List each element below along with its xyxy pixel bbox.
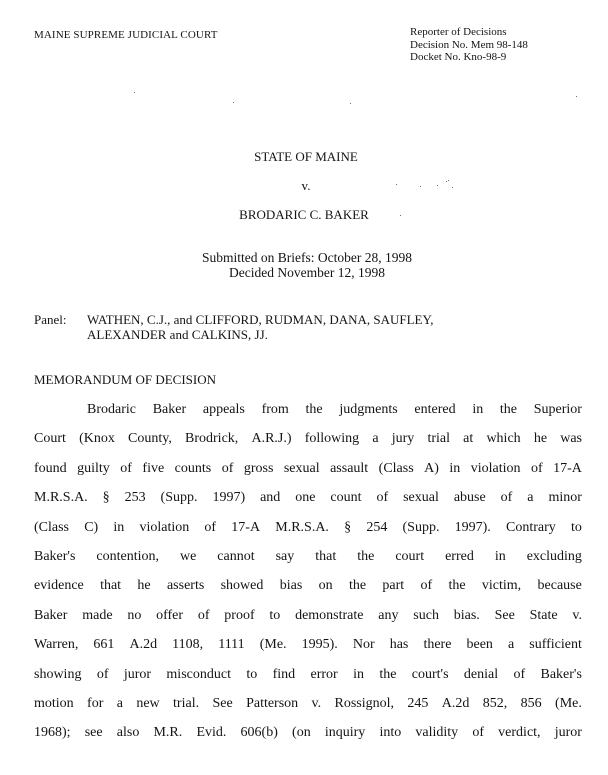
body-word: the: [348, 578, 367, 594]
body-word: the: [448, 578, 466, 594]
body-word: M.R.S.A.: [34, 490, 88, 506]
body-word: (Supp.: [402, 519, 440, 535]
body-line: [34, 395, 582, 424]
body-word: §: [344, 519, 352, 535]
body-word: guilty: [77, 460, 110, 476]
body-word: in: [353, 666, 364, 682]
case-reference-block: [410, 26, 528, 64]
body-word: erred: [445, 549, 474, 565]
body-word: was: [560, 431, 582, 447]
body-word: See: [212, 696, 233, 712]
body-line: [34, 630, 582, 659]
body-word: excluding: [526, 549, 582, 565]
body-word: one: [295, 490, 316, 506]
body-word: 1997).: [454, 519, 491, 535]
body-word: A.R.J.): [251, 431, 292, 447]
panel-line-2: ALEXANDER and CALKINS, JJ.: [87, 327, 268, 342]
body-word: Nor: [352, 637, 375, 653]
body-word: the: [379, 666, 397, 682]
body-word: that: [100, 578, 122, 594]
body-word: a: [507, 637, 515, 653]
scan-speck: [576, 96, 577, 97]
body-word: the: [305, 402, 323, 417]
body-word: of: [221, 460, 234, 476]
body-word: 253: [124, 490, 146, 506]
body-word: sexual: [283, 460, 320, 476]
body-line: [34, 571, 582, 600]
body-word: assault: [330, 460, 369, 476]
scan-speck: [396, 184, 397, 185]
body-word: five: [142, 460, 165, 476]
case-versus: v.: [301, 178, 311, 193]
body-word: counts: [174, 460, 212, 476]
body-word: evidence: [34, 578, 84, 594]
body-word: judgments: [339, 402, 398, 417]
body-line: [34, 660, 582, 689]
body-word: he: [533, 431, 548, 447]
scan-speck: [452, 187, 453, 188]
body-word: Rossignol,: [334, 696, 395, 712]
body-word: See: [494, 607, 515, 623]
body-word: showing: [34, 666, 82, 682]
body-word: part: [382, 578, 405, 594]
decision-number: Decision No. Mem 98-148: [410, 38, 528, 51]
body-word: violation: [470, 460, 521, 476]
body-word: A.2d: [441, 696, 470, 712]
body-word: 661: [93, 637, 115, 653]
body-word: showed: [220, 578, 264, 594]
scan-speck: [437, 185, 438, 186]
scan-speck: [446, 181, 447, 182]
body-line: [34, 718, 582, 747]
body-word: for: [87, 696, 104, 712]
body-word: v.: [572, 607, 582, 623]
body-word: M.R.: [153, 725, 183, 741]
body-word: also: [116, 725, 140, 741]
body-word: Brodaric: [87, 402, 136, 417]
body-word: of: [376, 490, 389, 506]
body-word: 1111: [218, 637, 245, 653]
body-word: Baker: [34, 607, 68, 623]
body-word: a: [372, 431, 379, 447]
body-word: offer: [156, 607, 184, 623]
body-word: of: [420, 578, 433, 594]
docket-number: Docket No. Kno-98-9: [410, 51, 507, 63]
memorandum-heading: MEMORANDUM OF DECISION: [34, 372, 217, 387]
body-word: asserts: [166, 578, 205, 594]
body-line: [34, 424, 582, 453]
body-word: inquiry: [324, 725, 366, 741]
body-word: of: [472, 725, 485, 741]
body-word: 245: [407, 696, 429, 712]
body-word: County,: [128, 431, 172, 447]
scan-speck: [448, 180, 449, 181]
body-word: that: [315, 549, 337, 565]
panel-label: Panel:: [34, 312, 67, 327]
body-word: such: [413, 607, 439, 623]
body-word: State: [529, 607, 558, 623]
body-word: of: [197, 607, 210, 623]
body-word: 852,: [482, 696, 508, 712]
body-word: Contrary: [506, 519, 556, 535]
body-line: [34, 513, 582, 542]
body-word: of: [513, 666, 526, 682]
scan-speck: [420, 186, 421, 187]
body-word: 17-A: [553, 460, 582, 476]
body-word: the: [357, 549, 375, 565]
body-word: trial.: [173, 696, 200, 712]
body-word: the: [499, 402, 518, 417]
body-word: new: [136, 696, 160, 712]
body-word: court: [395, 549, 425, 565]
body-word: sexual: [403, 490, 439, 506]
body-word: on: [318, 578, 333, 594]
body-word: we: [179, 549, 197, 565]
body-word: in: [113, 519, 125, 535]
body-word: Superior: [533, 402, 582, 417]
body-word: of: [500, 490, 513, 506]
body-word: in: [449, 460, 461, 476]
body-word: victim,: [481, 578, 522, 594]
body-word: which: [486, 431, 521, 447]
body-word: violation: [139, 519, 190, 535]
body-word: there: [423, 637, 452, 653]
body-word: a: [527, 490, 534, 506]
body-word: proof: [224, 607, 255, 623]
body-word: 17-A: [231, 519, 261, 535]
body-word: §: [102, 490, 110, 506]
body-word: into: [379, 725, 402, 741]
body-word: no: [127, 607, 142, 623]
body-word: A): [424, 460, 439, 476]
body-word: appeals: [202, 402, 245, 417]
body-word: of: [96, 666, 109, 682]
body-word: Evid.: [196, 725, 227, 741]
body-word: (on: [292, 725, 311, 741]
body-line: [34, 483, 582, 512]
body-word: following: [304, 431, 360, 447]
body-word: Baker's: [34, 549, 76, 565]
body-word: a: [116, 696, 123, 712]
body-word: error: [310, 666, 338, 682]
body-word: court's: [411, 666, 449, 682]
body-word: contention,: [96, 549, 159, 565]
body-word: from: [261, 402, 289, 417]
body-word: 254: [366, 519, 388, 535]
body-word: any: [378, 607, 399, 623]
panel-line-1: WATHEN, C.J., and CLIFFORD, RUDMAN, DANA, SAUFLEY,: [87, 312, 434, 327]
case-dates: [3, 250, 608, 280]
scan-speck: [134, 92, 135, 93]
case-plaintiff: STATE OF MAINE: [254, 149, 358, 164]
body-word: juror: [123, 666, 152, 682]
body-word: Warren,: [34, 637, 79, 653]
body-word: made: [82, 607, 113, 623]
body-word: bias.: [453, 607, 480, 623]
body-word: 856: [520, 696, 542, 712]
body-word: Baker: [152, 402, 187, 417]
body-word: 606(b): [240, 725, 278, 741]
submitted-date: Submitted on Briefs: October 28, 1998: [202, 250, 412, 265]
body-word: to: [246, 666, 258, 682]
body-word: C): [84, 519, 99, 535]
body-word: has: [389, 637, 409, 653]
body-word: A.2d: [129, 637, 158, 653]
body-word: in: [494, 549, 506, 565]
body-word: Baker's: [540, 666, 582, 682]
case-defendant: BRODARIC C. BAKER: [239, 207, 369, 222]
body-word: to: [269, 607, 281, 623]
scan-speck: [350, 103, 351, 104]
decided-date: Decided November 12, 1998: [229, 265, 385, 280]
body-word: (Class: [378, 460, 414, 476]
body-word: (Class: [34, 519, 69, 535]
body-line: [34, 601, 582, 630]
body-word: Patterson: [246, 696, 299, 712]
body-word: count: [330, 490, 362, 506]
body-word: entered: [414, 402, 456, 417]
body-word: validity: [415, 725, 459, 741]
body-line: [34, 542, 582, 571]
body-word: find: [272, 666, 296, 682]
body-word: 1995).: [301, 637, 338, 653]
body-line: [34, 689, 582, 718]
body-word: found: [34, 460, 67, 476]
body-word: (Me.: [259, 637, 287, 653]
body-word: of: [120, 460, 132, 476]
panel-justices: [87, 312, 557, 342]
body-word: say: [275, 549, 295, 565]
body-word: (Supp.: [160, 490, 198, 506]
body-word: bias: [279, 578, 303, 594]
body-word: (Me.: [555, 696, 582, 712]
body-word: trial: [427, 431, 450, 447]
body-word: to: [570, 519, 582, 535]
decision-body: [34, 395, 582, 748]
body-word: juror: [554, 725, 582, 741]
scan-speck: [233, 102, 234, 103]
body-word: and: [260, 490, 281, 506]
body-word: because: [537, 578, 582, 594]
body-word: jury: [391, 431, 415, 447]
body-word: M.R.S.A.: [275, 519, 329, 535]
body-word: 1968);: [34, 725, 71, 741]
body-word: at: [463, 431, 474, 447]
body-word: Brodrick,: [185, 431, 239, 447]
body-word: Court: [34, 431, 66, 447]
body-word: 1997): [212, 490, 246, 506]
body-word: v.: [311, 696, 322, 712]
body-word: of: [204, 519, 217, 535]
body-word: he: [137, 578, 151, 594]
body-word: gross: [243, 460, 274, 476]
body-word: been: [466, 637, 493, 653]
body-word: (Knox: [79, 431, 115, 447]
body-word: 1108,: [172, 637, 204, 653]
body-word: motion: [34, 696, 74, 712]
body-word: sufficient: [529, 637, 582, 653]
body-word: demonstrate: [295, 607, 364, 623]
body-word: abuse: [453, 490, 486, 506]
body-word: minor: [548, 490, 582, 506]
body-word: denial: [463, 666, 499, 682]
body-word: see: [84, 725, 103, 741]
reporter-line: Reporter of Decisions: [410, 26, 507, 38]
body-word: of: [531, 460, 543, 476]
scan-speck: [400, 215, 401, 216]
body-word: in: [472, 402, 484, 417]
body-line: [34, 454, 582, 483]
body-word: verdict,: [498, 725, 541, 741]
court-name: MAINE SUPREME JUDICIAL COURT: [34, 29, 218, 41]
body-word: misconduct: [166, 666, 231, 682]
body-word: cannot: [217, 549, 255, 565]
